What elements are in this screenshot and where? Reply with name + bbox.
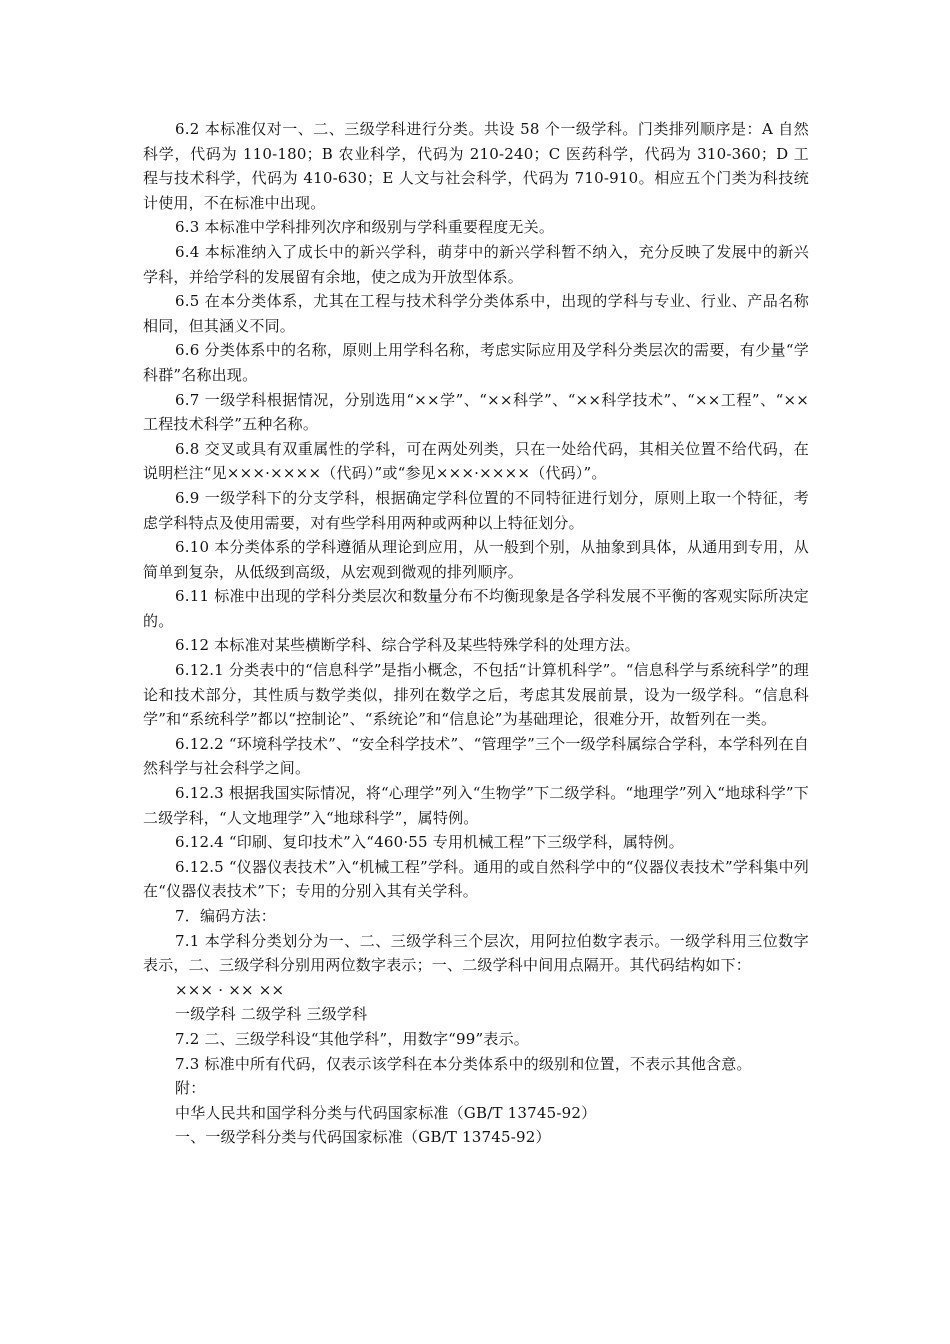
code-structure: ××× · ×× ×× xyxy=(175,980,285,999)
paragraph-6-7: 6.7 一级学科根据情况，分别选用“××学”、“××科学”、“××科学技术”、“××工程”、“××工程技术科学”五种名称。 xyxy=(143,390,809,434)
paragraph-6-4: 6.4 本标准纳入了成长中的新兴学科，萌芽中的新兴学科暂不纳入，充分反映了发展中的新兴学科，并给学科的发展留有余地，使之成为开放型体系。 xyxy=(143,242,809,286)
section-heading-7: 7．编码方法： xyxy=(175,907,276,925)
paragraph-7-1: 7.1 本学科分类划分为一、二、三级学科三个层次，用阿拉伯数字表示。一级学科用三位数字表示，二、三级学科分别用两位数字表示；一、二级学科中间用点隔开。其代码结构如下： xyxy=(143,931,809,975)
paragraph-6-2: 6.2 本标准仅对一、二、三级学科进行分类。共设 58 个一级学科。门类排列顺序是：A 自然科学，代码为 110-180；B 农业科学，代码为 210-240；C 医药科学，代码为 310-360；D 工程与技术科学，代码为 410-630；E 人文与社会科学，代码为 710-910。相应五个门类为科技统计使用，不在标准中出现。 xyxy=(143,120,809,212)
paragraph-6-11: 6.11 标准中出现的学科分类层次和数量分布不均衡现象是各学科发展不平衡的客观实际所决定的。 xyxy=(143,587,809,630)
code-levels: 一级学科 二级学科 三级学科 xyxy=(175,1005,368,1024)
paragraph-6-8: 6.8 交叉或具有双重属性的学科，可在两处列类，只在一处给代码，其相关位置不给代码，在说明栏注“见×××·××××（代码）”或“参见×××·××××（代码）”。 xyxy=(143,439,809,483)
paragraph-6-6: 6.6 分类体系中的名称，原则上用学科名称，考虑实际应用及学科分类层次的需要，有少量“学科群”名称出现。 xyxy=(143,341,809,384)
paragraph-6-12: 6.12 本标准对某些横断学科、综合学科及某些特殊学科的处理方法。 xyxy=(175,636,640,655)
paragraph-6-3: 6.3 本标准中学科排列次序和级别与学科重要程度无关。 xyxy=(175,218,555,237)
paragraph-6-12-3: 6.12.3 根据我国实际情况，将“心理学”列入“生物学”下二级学科。“地理学”列入“地球科学”下二级学科，“人文地理学”入“地球科学”，属特例。 xyxy=(143,784,809,827)
appendix-label: 附： xyxy=(175,1079,206,1098)
document-body xyxy=(143,117,809,1150)
paragraph-6-10: 6.10 本分类体系的学科遵循从理论到应用，从一般到个别，从抽象到具体，从通用到专用，从简单到复杂，从低级到高级，从宏观到微观的排列顺序。 xyxy=(143,538,809,581)
paragraph-6-12-1: 6.12.1 分类表中的“信息科学”是指小概念，不包括“计算机科学”。“信息科学与系统科学”的理论和技术部分，其性质与数学类似，排列在数学之后，考虑其发展前景，设为一级学科。“信息科学”和“系统科学”都以“控制论”、“系统论”和“信息论”为基础理论，很难分开，故暂列在一类。 xyxy=(143,661,809,729)
paragraph-6-9: 6.9 一级学科下的分支学科，根据确定学科位置的不同特征进行划分，原则上取一个特征，考虑学科特点及使用需要，对有些学科用两种或两种以上特征划分。 xyxy=(143,488,809,532)
appendix-subtitle: 一、一级学科分类与代码国家标准（GB/T 13745-92） xyxy=(175,1128,551,1147)
paragraph-6-5: 6.5 在本分类体系，尤其在工程与技术科学分类体系中，出现的学科与专业、行业、产品名称相同，但其涵义不同。 xyxy=(143,292,809,335)
paragraph-6-12-2: 6.12.2 “环境科学技术”、“安全科学技术”、“管理学”三个一级学科属综合学科，本学科列在自然科学与社会科学之间。 xyxy=(143,734,809,778)
paragraph-6-12-4: 6.12.4 “印刷、复印技术”入“460·55 专用机械工程”下三级学科，属特例。 xyxy=(175,833,684,852)
appendix-title: 中华人民共和国学科分类与代码国家标准（GB/T 13745-92） xyxy=(175,1103,597,1122)
paragraph-6-12-5: 6.12.5 “仪器仪表技术”入“机械工程”学科。通用的或自然科学中的“仪器仪表技术”学科集中列在“仪器仪表技术”下；专用的分别入其有关学科。 xyxy=(143,857,809,901)
paragraph-7-2: 7.2 二、三级学科设“其他学科”，用数字“99”表示。 xyxy=(175,1029,529,1048)
paragraph-7-3: 7.3 标准中所有代码，仅表示该学科在本分类体系中的级别和位置，不表示其他含意。 xyxy=(175,1054,752,1073)
